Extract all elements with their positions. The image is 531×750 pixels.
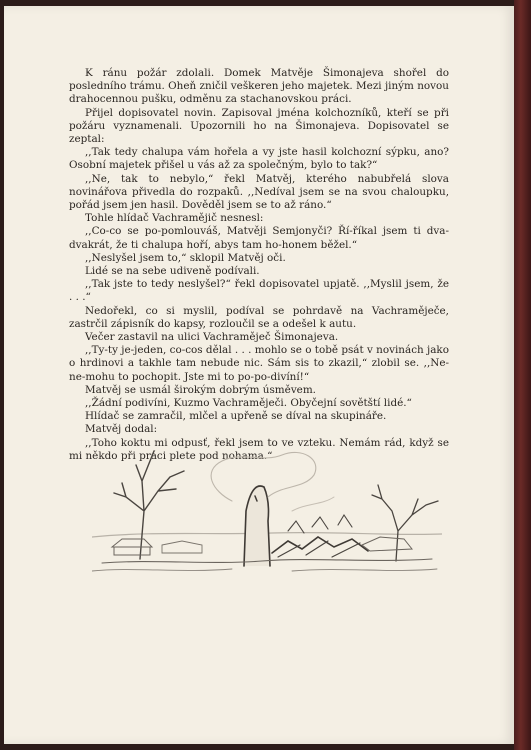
paragraph: Hlídač se zamračil, mlčel a upřeně se díval na skupináře. bbox=[85, 410, 387, 423]
paragraph: Večer zastavil na ulici Vachraměječ Šimonajeva. bbox=[85, 331, 339, 344]
paragraph: ,,Žádní podivíni, Kuzmo Vachraměječi. Obyčejní sovětští lidé.“ bbox=[85, 397, 412, 410]
paragraph: Tohle hlídač Vachramějič nesnesl: bbox=[85, 212, 264, 225]
paragraph: ,,Ty-ty je-jeden, co-cos dělal . . . mohlo se o tobě psát v novinách jako o hrdinovi a takhle tam nebude nic. Sám sis to zkazil,“ zlobil se. ,,Ne-ne-mohu to pochopit. Jste mi to po-po-divíní!“ bbox=[69, 344, 449, 383]
paragraph: Matvěj dodal: bbox=[85, 423, 158, 436]
paragraph: ,,Tak tedy chalupa vám hořela a vy jste hasil kolchozní sýpku, ano? Osobní majetek přišel u vás až za společným, bylo to tak?“ bbox=[69, 146, 449, 172]
page-text bbox=[69, 67, 449, 463]
book-page bbox=[4, 6, 514, 744]
paragraph: Lidé se na sebe udiveně podívali. bbox=[85, 265, 260, 278]
paragraph: K ránu požár zdolali. Domek Matvěje Šimonajeva shořel do posledního trámu. Oheň zničil veškeren jeho majetek. Mezi jiným novou drahocennou pušku, odměnu za stachanovskou práci. bbox=[69, 67, 449, 106]
paragraph: Matvěj se usmál širokým dobrým úsměvem. bbox=[85, 383, 316, 396]
paragraph: ,,Ne, tak to nebylo,“ řekl Matvěj, kterého nabubřelá slova novinářova přivedla do rozpaků. ,,Nedíval jsem se na svou chaloupku, pořád jsem jen hasil. Dověděl jsem se to až ráno.“ bbox=[69, 172, 449, 212]
paragraph: ,,Toho koktu mi odpusť, řekl jsem to ve vzteku. Nemám rád, když se mi někdo při práci plete pod nohama.“ bbox=[69, 436, 449, 462]
book-cover-edge bbox=[514, 0, 531, 750]
paragraph: ,,Tak jste to tedy neslyšel?“ řekl dopisovatel upjatě. ,,Myslil jsem, že . . .“ bbox=[69, 278, 449, 304]
paragraph: ,,Co-co se po-pomlouváš, Matvěji Semjonyči? Ří-říkal jsem ti dva-dvakrát, že ti chalupa hoří, abys tam ho-honem běžel.“ bbox=[69, 225, 449, 251]
paragraph: Přijel dopisovatel novin. Zapisoval jména kolchozníků, kteří se při požáru vyznamenali. Upozornili ho na Šimonajeva. Dopisovatel se zeptal: bbox=[69, 106, 449, 146]
paragraph: ,,Neslyšel jsem to,“ sklopil Matvěj oči. bbox=[85, 251, 286, 264]
paragraph: Nedořekl, co si myslil, podíval se pohrdavě na Vachraměječe, zastrčil zápisník do kapsy, rozloučil se a odešel k autu. bbox=[69, 304, 449, 330]
burned-village-illustration bbox=[92, 441, 442, 576]
